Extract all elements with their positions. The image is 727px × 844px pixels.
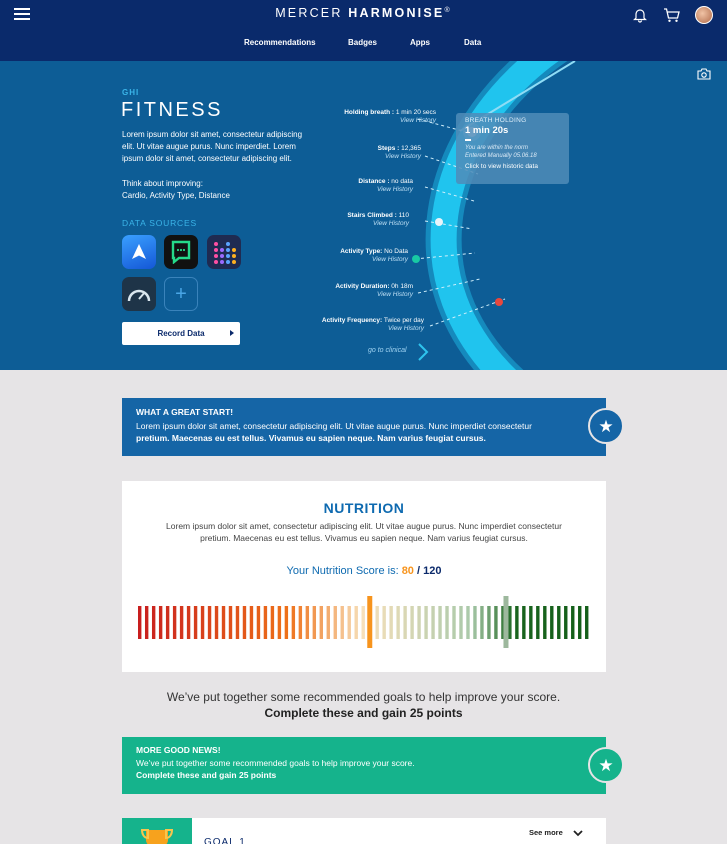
scale-bar — [389, 606, 392, 639]
scale-bar — [180, 606, 183, 639]
view-history-link[interactable]: View History — [376, 186, 413, 193]
main-nav — [0, 38, 727, 50]
add-source-button[interactable] — [164, 277, 198, 311]
metric-activity-duration[interactable]: Activity Duration: 0h 18m View History — [253, 283, 413, 299]
scale-bar — [578, 606, 581, 639]
scale-bar — [571, 606, 574, 639]
scale-bar — [515, 606, 518, 639]
star-icon: ★ — [598, 416, 614, 436]
scale-bar — [403, 606, 406, 639]
goal-card[interactable] — [122, 818, 606, 844]
scale-bar — [306, 606, 309, 639]
goal-icon-panel — [122, 818, 192, 844]
scale-bar — [459, 606, 462, 639]
scale-bar — [536, 606, 539, 639]
good-news-banner — [122, 737, 606, 794]
view-history-link[interactable]: View History — [384, 153, 421, 160]
scale-bar — [375, 606, 378, 639]
add-source-label: + — [175, 282, 187, 305]
scale-bar — [222, 606, 225, 639]
chat-app-icon[interactable] — [164, 235, 198, 269]
view-history-link[interactable]: View History — [371, 256, 408, 263]
view-history-link[interactable]: View History — [372, 220, 409, 227]
nav-badges[interactable]: Badges — [348, 38, 377, 47]
scale-bar — [215, 606, 218, 639]
scale-bar — [362, 606, 365, 639]
scale-bar — [522, 606, 525, 639]
metric-activity-type[interactable]: Activity Type: No Data View History — [248, 248, 408, 264]
scale-bar — [417, 606, 420, 639]
scale-bar — [194, 606, 197, 639]
scale-bar — [438, 606, 441, 639]
scale-bar — [341, 606, 344, 639]
banner-body: Lorem ipsum dolor sit amet, consectetur adipiscing elit. Ut vitae augue purus. Nunc imperdiet consectetur pretium. Maecenas eu est tellus. Vivamus eu sapien neque. Nam varius feugiat cursus. — [136, 421, 532, 443]
recommend-points: Complete these and gain 25 points — [264, 706, 463, 720]
metric-activity-frequency[interactable]: Activity Frequency: Twice per day View History — [264, 317, 424, 333]
go-clinical-chevron[interactable] — [419, 344, 427, 360]
scale-bar — [285, 606, 288, 639]
breath-holding-tooltip — [456, 113, 569, 184]
scale-bar — [292, 606, 295, 639]
scale-bar — [243, 606, 246, 639]
scale-bar — [257, 606, 260, 639]
tooltip-history-link[interactable]: Click to view historic data — [465, 162, 538, 170]
great-start-banner — [122, 398, 606, 456]
score-marker-target — [503, 596, 508, 648]
chevron-down-icon — [573, 830, 583, 837]
scale-bar — [264, 606, 267, 639]
banner-body: We’ve put together some recommended goals to help improve your score. Complete these and gain 25 points — [136, 758, 415, 780]
scale-bar — [229, 606, 232, 639]
scale-bar — [327, 606, 330, 639]
tooltip-note: You are within the norm — [465, 144, 529, 151]
scale-bar — [431, 606, 434, 639]
camera-icon[interactable] — [697, 68, 711, 80]
scale-bar — [480, 606, 483, 639]
scale-bar — [187, 606, 190, 639]
scale-bar — [355, 606, 358, 639]
navigation-app-icon[interactable] — [122, 235, 156, 269]
scale-bar — [487, 606, 490, 639]
scale-bar — [466, 606, 469, 639]
caret-right-icon — [230, 330, 234, 336]
scale-bar — [508, 606, 511, 639]
scale-bar — [201, 606, 204, 639]
nav-recommendations[interactable]: Recommendations — [244, 38, 316, 47]
metric-steps[interactable]: Steps : 12,365 View History — [261, 145, 421, 161]
fitness-hero — [0, 61, 727, 370]
scale-bar — [271, 606, 274, 639]
nutrition-description: Lorem ipsum dolor sit amet, consectetur adipiscing elit. Ut vitae augue purus. Nunc imperdiet consectetur pretium. Maecenas eu est tellus. Vivamus eu sapien neque. Nam varius feugiat cursus. — [166, 521, 562, 543]
metric-holding-breath[interactable]: Holding breath : 1 min 20 secs View History — [276, 109, 436, 125]
activity-frequency-marker[interactable] — [495, 298, 503, 306]
scale-bar — [348, 606, 351, 639]
stairs-marker[interactable] — [435, 218, 443, 226]
recommend-line: We’ve put together some recommended goals to help improve your score. — [166, 690, 561, 704]
data-sources-title: DATA SOURCES — [122, 218, 197, 228]
page-title: FITNESS — [121, 99, 223, 121]
scale-bar — [334, 606, 337, 639]
trophy-icon — [122, 818, 192, 844]
scale-bar — [557, 606, 560, 639]
scale-bar — [152, 606, 155, 639]
activity-type-marker[interactable] — [412, 255, 420, 263]
scale-bar — [550, 606, 553, 639]
banner-title: WHAT A GREAT START! — [136, 407, 234, 417]
scale-bar — [494, 606, 497, 639]
scale-bar — [473, 606, 476, 639]
scale-bar — [159, 606, 162, 639]
scale-bar — [424, 606, 427, 639]
goal-title: GOAL 1 — [204, 837, 246, 844]
score-value: 80 — [401, 565, 414, 577]
see-more-toggle[interactable] — [529, 828, 583, 837]
score-max: 120 — [423, 565, 442, 577]
metric-stairs-climbed[interactable]: Stairs Climbed : 110 View History — [249, 212, 409, 228]
scale-bar — [410, 606, 413, 639]
scale-bar — [208, 606, 211, 639]
scale-bar — [382, 606, 385, 639]
scale-bar — [278, 606, 281, 639]
recommend-text — [0, 689, 727, 721]
metric-distance[interactable]: Distance : no data View History — [253, 178, 413, 194]
scale-bar — [166, 606, 169, 639]
scale-bar — [564, 606, 567, 639]
scale-bar — [452, 606, 455, 639]
scale-bar — [320, 606, 323, 639]
score-marker-current — [367, 596, 372, 648]
nutrition-score: Your Nutrition Score is: 80 / 120 — [286, 565, 442, 577]
brand-logo: MERCER HARMONISE® — [275, 6, 452, 20]
top-bar — [0, 0, 727, 61]
nutrition-title: NUTRITION — [323, 500, 405, 516]
scale-bar — [236, 606, 239, 639]
scale-bar — [543, 606, 546, 639]
dots-app-icon[interactable] — [207, 235, 241, 269]
view-history-link[interactable]: View History — [399, 117, 436, 124]
hero-description: Lorem ipsum dolor sit amet, consectetur adipiscing elit. Ut vitae augue purus. Nunc imperdiet. Lorem ipsum dolor sit amet, consectetur adipiscing elit. — [122, 130, 303, 163]
tooltip-entry-date: Entered Manually 05.06.18 — [465, 152, 537, 159]
improve-heading: Think about improving: — [122, 179, 203, 188]
star-badge — [588, 747, 624, 783]
record-data-label: Record Data — [157, 329, 205, 338]
cart-icon[interactable] — [663, 6, 681, 24]
view-history-link[interactable]: View History — [376, 291, 413, 298]
tooltip-value: 1 min 20s — [465, 125, 509, 136]
bell-icon[interactable] — [631, 6, 649, 24]
nutrition-card — [122, 481, 606, 672]
see-more-label: See more — [529, 828, 563, 837]
avatar[interactable] — [695, 6, 713, 24]
go-to-clinical-link[interactable]: go to clinical — [368, 347, 407, 354]
improve-items: Cardio, Activity Type, Distance — [122, 191, 230, 200]
view-history-link[interactable]: View History — [387, 325, 424, 332]
score-scale — [138, 596, 592, 648]
scale-bar — [529, 606, 532, 639]
banner-title: MORE GOOD NEWS! — [136, 745, 221, 755]
nav-apps[interactable]: Apps — [410, 38, 430, 47]
scale-bar — [173, 606, 176, 639]
tooltip-title: BREATH HOLDING — [465, 117, 527, 124]
scale-bar — [396, 606, 399, 639]
scale-bar — [138, 606, 141, 639]
speedometer-app-icon[interactable] — [122, 277, 156, 311]
record-data-button[interactable] — [122, 322, 240, 345]
scale-bar — [445, 606, 448, 639]
nav-data[interactable]: Data — [464, 38, 482, 47]
scale-bar — [145, 606, 148, 639]
star-badge — [588, 408, 624, 444]
scale-bar — [299, 606, 302, 639]
hero-kicker: GHI — [122, 88, 140, 97]
scale-bar — [585, 606, 588, 639]
scale-bar — [250, 606, 253, 639]
scale-bar — [313, 606, 316, 639]
star-icon: ★ — [598, 755, 614, 775]
